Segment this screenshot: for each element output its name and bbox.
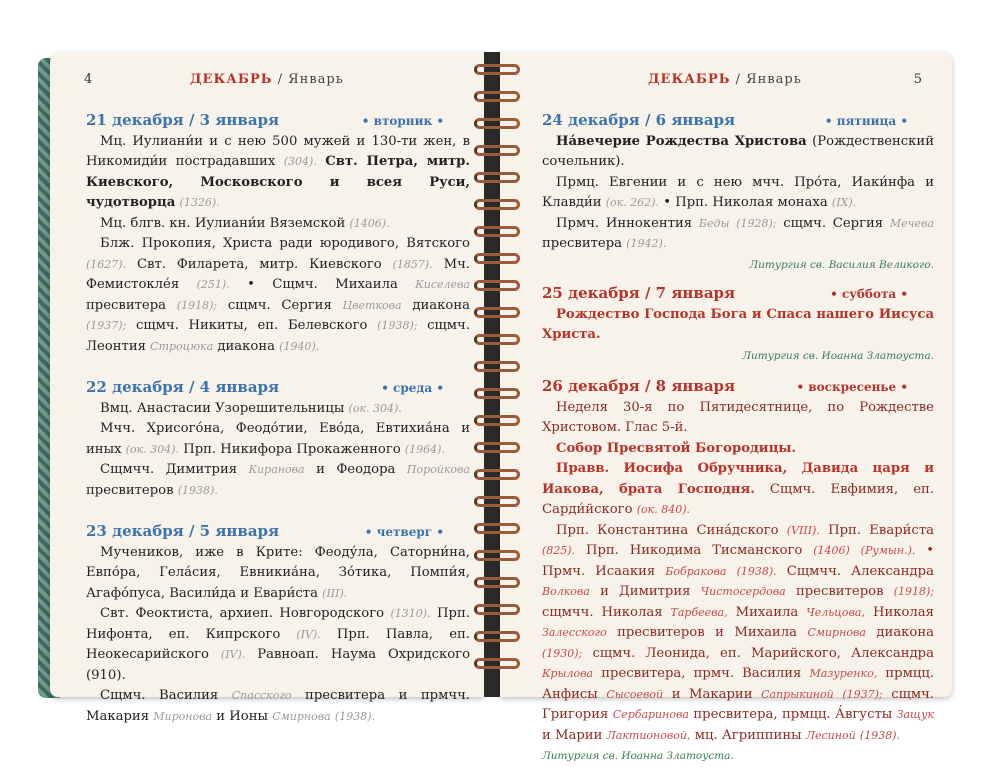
entry-text: Свт. Петра, митр. Киевского, Московского и всея Руси, чудотворца <box>86 154 470 210</box>
entry-text: Мчч. Хрисого́на, Феодо́тии, Ево́да, Евтихиа́на и иных <box>86 421 470 457</box>
entry-text: (ок. 840). <box>636 503 690 516</box>
left-page <box>50 52 484 724</box>
entry-text: сщмч. Григория <box>542 686 935 722</box>
entry-text: (1918); <box>176 298 218 312</box>
day-heading <box>86 110 470 132</box>
saint-entry <box>86 132 470 214</box>
spiral-ring <box>474 442 520 453</box>
entry-text: Строцюка <box>150 339 214 353</box>
liturgy-note: Литургия св. Василия Великого. <box>749 258 934 271</box>
spiral-ring <box>474 415 520 426</box>
entry-text: Миронова <box>153 709 213 723</box>
entry-text: диакона <box>876 625 935 640</box>
entry-text: (1406). <box>349 216 390 230</box>
entry-text: пресвитеров <box>795 584 884 599</box>
entry-text: Прп. Евари́ста <box>828 522 934 538</box>
entry-text: (1938). <box>736 564 777 578</box>
entry-text: сщмч. Леонтия <box>86 318 470 354</box>
header-month-secondary: Январь <box>746 72 802 87</box>
saint-entry <box>86 214 470 235</box>
saint-entry <box>542 173 934 214</box>
spiral-ring <box>474 496 520 507</box>
entry-text: Киселева <box>415 278 470 291</box>
entry-text: Поройкова <box>406 463 470 476</box>
day-heading <box>542 376 934 398</box>
entry-text: пресвитера <box>86 297 167 313</box>
entry-text: (1938). <box>334 709 375 723</box>
spiral-ring <box>474 550 520 561</box>
entry-text: прмцц. Анфисы <box>542 666 934 702</box>
entry-text: (1310). <box>390 607 431 620</box>
entry-text: • Сщмч. Михаила <box>247 277 398 292</box>
entry-text: и Марии <box>542 727 603 743</box>
spiral-ring <box>474 199 520 210</box>
entry-text: (IV). <box>296 627 321 641</box>
spiral-ring <box>474 388 520 399</box>
saint-entry <box>86 543 470 605</box>
entry-text: Чистосердова <box>700 585 786 598</box>
entry-text: (ок. 262). <box>605 196 660 209</box>
spiral-ring <box>474 604 520 615</box>
day-date: 26 декабря / 8 января <box>542 377 736 395</box>
entry-text: пресвитера, прмцц. А́вгусты <box>693 707 893 722</box>
entry-text: (IV). <box>220 648 246 661</box>
entry-text: Сщмчч. Александра <box>786 563 934 579</box>
entry-text: Залесского <box>542 626 607 639</box>
header-separator: / <box>730 72 747 87</box>
entry-text: (Румын.). <box>860 544 916 557</box>
entry-text: Прмц. Евгении и с нею мчч. Про́та, Иаки́нфа и Клавди́и <box>542 174 934 210</box>
spiral-ring <box>474 226 520 237</box>
entry-text: Свт. Филарета, митр. Киевского <box>136 256 382 272</box>
day-date: 23 декабря / 5 января <box>86 522 280 540</box>
entry-text: (1937); <box>86 319 127 332</box>
entry-text: Лактионовой, <box>606 728 691 742</box>
entry-text: (1942). <box>626 237 667 250</box>
entry-text: пресвитера <box>542 236 623 251</box>
header-month: ДЕКАБРЬ <box>190 72 273 87</box>
entry-text: (Рождественский сочельник). <box>542 133 934 169</box>
header-month-secondary: Январь <box>288 72 344 87</box>
weekday-label: • среда • <box>381 381 444 395</box>
entry-text: пресвитера и прмчч. Макария <box>86 688 470 724</box>
spiral-binding <box>474 64 520 694</box>
entry-text: пресвитеров <box>86 482 174 498</box>
entry-text: • Прп. Николая монаха <box>663 195 828 210</box>
entry-text: Мч. Фемистокле́я <box>86 256 470 292</box>
spiral-ring <box>474 253 520 264</box>
entry-text: (1406) <box>813 544 850 557</box>
saint-entry <box>86 234 470 357</box>
page-header <box>648 72 802 87</box>
entry-text: Цветкова <box>342 298 402 312</box>
entry-text: сщмч. Сергия <box>227 297 332 313</box>
entry-text: Михаила <box>735 604 799 620</box>
saint-entry: Собор Пресвятой Богородицы. <box>556 440 797 456</box>
entry-text: Мазуренко, <box>809 667 878 680</box>
spiral-ring <box>474 361 520 372</box>
entry-text: (1938). <box>177 483 218 497</box>
entry-text: Мц. блгв. кн. Иулиани́и Вяземской <box>100 215 346 231</box>
entry-text: Крылова <box>542 667 594 680</box>
entry-text: (VIII). <box>786 523 820 537</box>
entry-text: (1930); <box>542 646 583 660</box>
saint-entry: Неделя 30-я по Пятидесятнице, по Рождестве Христовом. Глас 5-й. <box>542 399 934 435</box>
entry-text: (1326). <box>179 196 220 209</box>
entry-text: сщмч. Никиты, еп. Белевского <box>135 318 368 333</box>
spiral-ring <box>474 334 520 345</box>
liturgy-note: Литургия св. Иоанна Златоуста. <box>742 349 934 362</box>
page-number: 4 <box>84 72 93 87</box>
weekday-label: • четверг • <box>364 525 444 539</box>
entry-text: Сысоевой <box>606 687 664 701</box>
weekday-label: • воскресенье • <box>796 380 908 394</box>
entry-text: Тарбеева, <box>670 605 728 619</box>
entry-text: Правв. Иосифа Обручника, Давида царя и Иакова, брата Господня. <box>542 461 934 497</box>
entry-text: (III). <box>322 586 348 600</box>
entry-text: (1928); <box>736 216 777 230</box>
entry-text: (1937); <box>842 687 883 701</box>
right-page-content <box>542 100 934 767</box>
entry-text: Сщмчч. Димитрия <box>100 462 238 477</box>
spiral-ring <box>474 658 520 669</box>
entry-text: Бобракова <box>665 564 727 578</box>
entry-text: Защук <box>896 708 935 721</box>
entry-text: Смирнова <box>272 709 331 723</box>
entry-text: Беды <box>698 216 730 230</box>
entry-text: Прп. Павла, еп. Неокесарийского <box>86 626 470 662</box>
entry-text: (1918); <box>893 585 934 598</box>
entry-text: Равноап. Наума Охридского (910). <box>86 647 471 683</box>
entry-text: Блж. Прокопия, Христа ради юродивого, Вятского <box>100 236 470 251</box>
entry-text: (1964). <box>404 442 445 456</box>
entry-text: Прмч. Иннокентия <box>556 215 693 231</box>
day-heading <box>86 521 470 543</box>
entry-text: Сербаринова <box>612 708 689 721</box>
day-heading <box>86 377 470 399</box>
liturgy-note: Литургия св. Иоанна Златоуста. <box>542 750 734 762</box>
entry-text: диакона <box>217 338 275 354</box>
saint-entry <box>542 459 934 521</box>
entry-text: сщмчч. Николая <box>542 604 663 620</box>
page-header <box>190 72 344 87</box>
entry-text: Чельцова, <box>806 605 865 619</box>
entry-text: Мц. Иулиани́и и с нею 500 мужей и 130-ти жен, в Никомиди́и пострадавших <box>86 133 470 169</box>
entry-text: Сапрыкиной <box>761 687 834 701</box>
entry-text: диакона <box>412 297 470 313</box>
saint-entry <box>542 214 934 255</box>
entry-text: Волкова <box>542 585 590 598</box>
entry-text: Сщмч. Василия <box>100 688 219 703</box>
entry-text: (304). <box>283 155 317 168</box>
entry-text: Киранова <box>248 463 305 476</box>
entry-text: Мечева <box>889 216 934 230</box>
day-heading <box>542 110 934 132</box>
entry-text: • Прмч. Исаакия <box>542 543 934 579</box>
page-number: 5 <box>913 72 922 87</box>
entry-text: и Ионы <box>216 708 268 724</box>
entry-text: (1940). <box>279 339 320 353</box>
day-date: 22 декабря / 4 января <box>86 378 280 396</box>
spiral-ring <box>474 307 520 318</box>
header-separator: / <box>272 72 289 87</box>
left-page-content <box>86 100 470 727</box>
spiral-ring <box>474 523 520 534</box>
spiral-ring <box>474 631 520 642</box>
entry-text: мц. Агриппины <box>694 727 802 743</box>
saint-entry <box>86 399 470 420</box>
spiral-ring <box>474 577 520 588</box>
entry-text: Вмц. Анастасии Узорешительницы <box>100 400 345 416</box>
entry-text: (1938); <box>377 319 418 332</box>
entry-text: (251). <box>196 278 230 291</box>
entry-text: сщмч. Сергия <box>783 215 884 231</box>
feast-title: Рождество Господа Бога и Спаса нашего Иисуса Христа. <box>542 306 934 342</box>
entry-text: (1938). <box>859 728 900 742</box>
day-date: 21 декабря / 3 января <box>86 111 280 129</box>
header-month: ДЕКАБРЬ <box>648 72 731 87</box>
saint-entry <box>86 419 470 460</box>
spiral-ring <box>474 469 520 480</box>
entry-text: Прп. Константина Сина́дского <box>556 522 779 538</box>
entry-text: пресвитера, прмч. Василия <box>601 666 802 681</box>
entry-text: (825). <box>542 544 576 557</box>
saint-entry <box>542 521 934 747</box>
right-page <box>500 52 952 762</box>
entry-text: (1857). <box>392 257 433 271</box>
entry-text: (ок. 304). <box>348 401 402 415</box>
entry-text: Спасского <box>231 689 292 702</box>
entry-text: Смирнова <box>807 626 866 639</box>
saint-entry <box>86 460 470 501</box>
entry-text: Свт. Феоктиста, архиеп. Новгородского <box>100 606 385 621</box>
entry-text: Лесиной <box>805 728 856 742</box>
day-date: 25 декабря / 7 января <box>542 284 736 302</box>
spiral-ring <box>474 280 520 291</box>
weekday-label: • пятница • <box>824 114 908 128</box>
entry-text: сщмч. Леонида, еп. Марийского, Александра <box>592 645 934 661</box>
spiral-ring <box>474 118 520 129</box>
weekday-label: • суббота • <box>830 287 908 301</box>
weekday-label: • вторник • <box>361 114 444 128</box>
entry-text: и Димитрия <box>600 584 691 599</box>
entry-text: Мучеников, иже в Крите: Феоду́ла, Саторни́на, Евпо́ра, Гела́сия, Евникиа́на, Зо́тика, Помпи́я, Агафо́пуса, Васили́да и Евари́ста <box>86 544 470 601</box>
entry-text: пресвитеров и Михаила <box>617 625 797 640</box>
entry-text: и Макарии <box>671 686 753 702</box>
spiral-ring <box>474 172 520 183</box>
saint-entry <box>86 604 470 686</box>
entry-text: Сщмч. Евфимия, еп. Сарди́йского <box>542 481 934 517</box>
day-heading <box>542 283 934 305</box>
saint-entry <box>86 686 470 727</box>
entry-text: и Феодора <box>316 462 396 477</box>
spiral-ring <box>474 145 520 156</box>
entry-text: Прп. Никодима Тисманского <box>585 543 803 558</box>
entry-text: Прп. Нифонта, еп. Кипрского <box>86 606 470 642</box>
entry-text: (ок. 304). <box>125 442 179 456</box>
spiral-ring <box>474 91 520 102</box>
entry-text: На́вечерие Рождества Христова <box>556 133 807 149</box>
entry-text: Прп. Никифора Прокаженного <box>183 441 401 457</box>
entry-text: (IX). <box>831 196 857 209</box>
saint-entry <box>542 132 934 173</box>
day-date: 24 декабря / 6 января <box>542 111 736 129</box>
entry-text: (1627). <box>86 257 127 271</box>
entry-text: Николая <box>872 604 934 620</box>
spiral-ring <box>474 64 520 75</box>
